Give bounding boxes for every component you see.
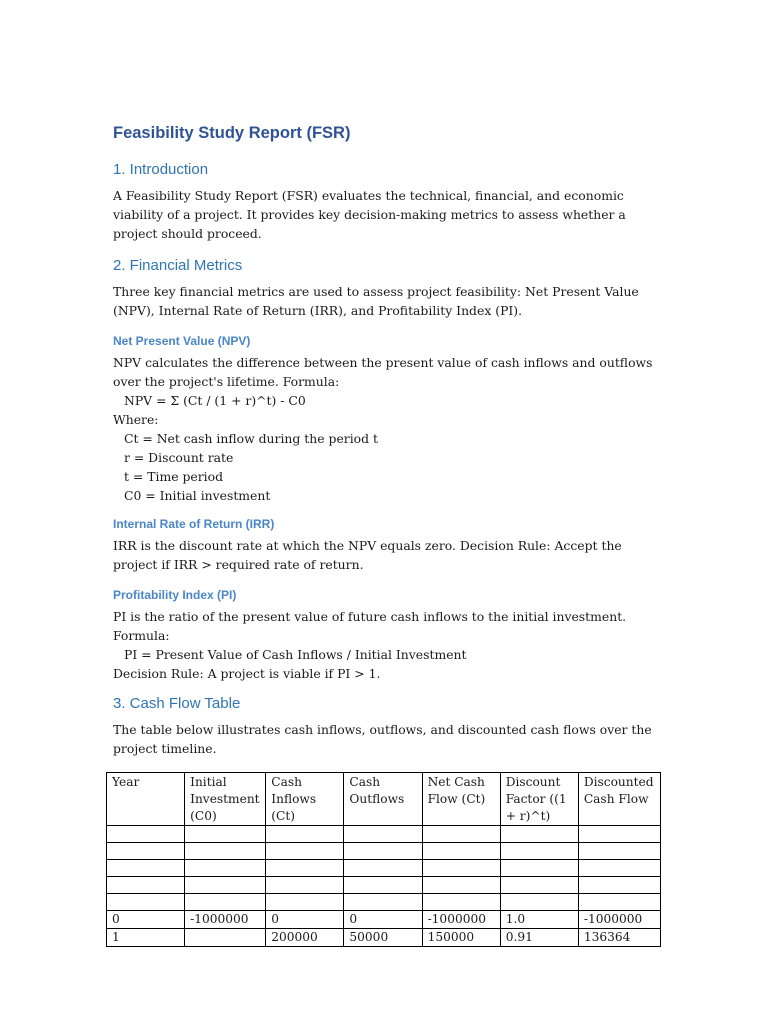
table-row-empty	[107, 826, 661, 843]
table-cell: 0	[344, 911, 422, 929]
table-cell	[266, 877, 344, 894]
table-cell	[422, 860, 500, 877]
table-cell: 200000	[266, 929, 344, 947]
npv-text: NPV calculates the difference between the present value of cash inflows and outflows over the project's lifetime. Formula:	[113, 355, 653, 389]
pi-formula: PI = Present Value of Cash Inflows / Initial Investment	[124, 647, 467, 662]
header-discounted-cash-flow: Discounted Cash Flow	[578, 773, 660, 826]
table-cell	[578, 826, 660, 843]
metrics-heading: 2. Financial Metrics	[113, 257, 243, 274]
irr-heading: Internal Rate of Return (IRR)	[113, 517, 275, 531]
table-cell	[185, 877, 266, 894]
npv-def-ct: Ct = Net cash inflow during the period t	[124, 431, 378, 446]
npv-heading: Net Present Value (NPV)	[113, 334, 251, 348]
header-year: Year	[107, 773, 185, 826]
cashflow-heading: 3. Cash Flow Table	[113, 695, 241, 712]
npv-def-t: t = Time period	[124, 469, 224, 484]
table-row-empty	[107, 877, 661, 894]
table-cell: 136364	[578, 929, 660, 947]
pi-text: PI is the ratio of the present value of future cash inflows to the initial investment. Formula:	[113, 609, 627, 643]
table-cell: 1.0	[500, 911, 578, 929]
table-cell	[185, 826, 266, 843]
table-cell: 0	[107, 911, 185, 929]
table-cell	[107, 826, 185, 843]
table-row-empty	[107, 894, 661, 911]
table-cell	[578, 894, 660, 911]
table-cell	[266, 894, 344, 911]
header-cash-outflows: Cash Outflows	[344, 773, 422, 826]
table-cell	[578, 860, 660, 877]
table-cell	[422, 826, 500, 843]
table-cell	[344, 877, 422, 894]
table-cell	[107, 860, 185, 877]
table-cell	[344, 860, 422, 877]
metrics-text: Three key financial metrics are used to assess project feasibility: Net Present Value (NPV), Internal Rate of Return (IRR), and Profitability Index (PI).	[113, 284, 639, 318]
table-cell	[344, 843, 422, 860]
header-initial-investment: Initial Investment (C0)	[185, 773, 266, 826]
table-cell	[422, 894, 500, 911]
document-title: Feasibility Study Report (FSR)	[113, 124, 351, 142]
header-cash-inflows: Cash Inflows (Ct)	[266, 773, 344, 826]
table-cell	[266, 843, 344, 860]
npv-formula: NPV = Σ (Ct / (1 + r)^t) - C0	[124, 393, 306, 408]
table-cell: -1000000	[185, 911, 266, 929]
table-cell	[185, 843, 266, 860]
cashflow-text: The table below illustrates cash inflows, outflows, and discounted cash flows over the project timeline.	[113, 722, 652, 756]
intro-heading: 1. Introduction	[113, 161, 209, 178]
table-cell	[422, 843, 500, 860]
npv-def-c0: C0 = Initial investment	[124, 488, 271, 503]
table-cell	[344, 826, 422, 843]
table-row-empty	[107, 860, 661, 877]
intro-text: A Feasibility Study Report (FSR) evaluates the technical, financial, and economic viability of a project. It provides key decision-making metrics to assess whether a project should proceed.	[113, 188, 626, 241]
npv-def-r: r = Discount rate	[124, 450, 234, 465]
table-cell	[500, 877, 578, 894]
table-cell: 150000	[422, 929, 500, 947]
table-row	[107, 911, 661, 929]
table-cell	[578, 843, 660, 860]
npv-section	[113, 353, 658, 505]
header-net-cash-flow: Net Cash Flow (Ct)	[422, 773, 500, 826]
irr-text: IRR is the discount rate at which the NPV equals zero. Decision Rule: Accept the project if IRR > required rate of return.	[113, 538, 622, 572]
table-cell	[500, 860, 578, 877]
table-cell	[578, 877, 660, 894]
table-cell	[266, 860, 344, 877]
document-content	[113, 124, 658, 947]
table-cell: 50000	[344, 929, 422, 947]
table-cell: -1000000	[422, 911, 500, 929]
table-cell	[344, 894, 422, 911]
table-cell: 0.91	[500, 929, 578, 947]
table-cell: 1	[107, 929, 185, 947]
table-cell	[422, 877, 500, 894]
table-cell	[500, 894, 578, 911]
table-row	[107, 929, 661, 947]
table-cell	[107, 877, 185, 894]
table-cell	[266, 826, 344, 843]
table-cell: -1000000	[578, 911, 660, 929]
pi-section	[113, 607, 658, 683]
pi-heading: Profitability Index (PI)	[113, 588, 237, 602]
table-cell: 0	[266, 911, 344, 929]
table-cell	[185, 929, 266, 947]
table-cell	[500, 826, 578, 843]
table-cell	[107, 894, 185, 911]
header-discount-factor: Discount Factor ((1 + r)^t)	[500, 773, 578, 826]
table-header-row	[107, 773, 661, 826]
table-row-empty	[107, 843, 661, 860]
cash-flow-table	[106, 772, 661, 947]
table-cell	[500, 843, 578, 860]
npv-where: Where:	[113, 412, 159, 427]
table-cell	[107, 843, 185, 860]
table-cell	[185, 860, 266, 877]
pi-rule: Decision Rule: A project is viable if PI > 1.	[113, 666, 381, 681]
table-cell	[185, 894, 266, 911]
